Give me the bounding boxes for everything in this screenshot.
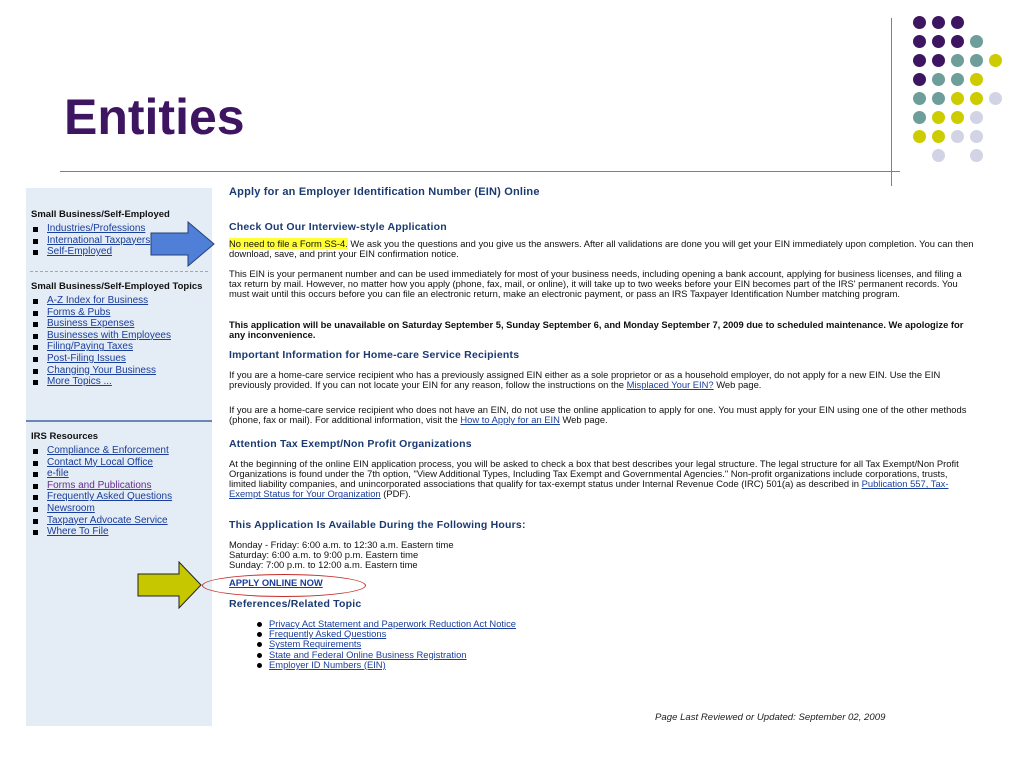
homecare-paragraph-1 [229,370,975,390]
dot [970,149,983,162]
tax-exempt-heading: Attention Tax Exempt/Non Profit Organizations [229,438,472,450]
dot [932,73,945,86]
sidebar-link-forms-publications[interactable]: Forms and Publications [47,479,152,491]
corner-divider [891,18,892,186]
sidebar-item [31,468,172,480]
no-need-paragraph [229,239,975,259]
dot [913,35,926,48]
references-heading: References/Related Topic [229,598,362,610]
dot [932,35,945,48]
blue-arrow-icon [150,221,216,267]
homecare-text-end: Web page. [559,414,608,426]
sidebar-link-taxpayer-advocate[interactable]: Taxpayer Advocate Service [47,514,168,526]
homecare-heading: Important Information for Home-care Service Recipients [229,349,520,361]
sidebar-link-efile[interactable]: e-file [47,468,69,480]
hours-heading: This Application Is Available During the Following Hours: [229,519,526,531]
sidebar-item [31,503,172,515]
sidebar-list [31,445,172,538]
reference-link-system-requirements[interactable]: System Requirements [269,638,362,650]
hours-list [229,540,975,570]
sidebar-heading: Small Business/Self-Employed Topics [31,281,203,292]
no-need-text: We ask you the questions and you give us the answers. After all validations are done you will get your EIN immediately upon completion. You can then download, save, and print your EIN confirmation notice. [229,238,974,260]
apply-highlight-ellipse [202,574,366,597]
sidebar-link-where-to-file[interactable]: Where To File [47,526,109,538]
sidebar-link-international[interactable]: International Taxpayers [47,234,151,246]
sidebar-item [31,515,172,527]
dot [932,130,945,143]
sidebar-item [31,353,207,365]
dot [951,35,964,48]
dot [932,16,945,29]
highlighted-text: No need to file a Form SS-4. [229,238,348,249]
title-divider [60,171,900,172]
dot [951,73,964,86]
sidebar-link-faq[interactable]: Frequently Asked Questions [47,491,173,503]
interview-heading: Check Out Our Interview-style Application [229,221,447,233]
sidebar-item [31,295,207,307]
dot [989,54,1002,67]
dot [932,111,945,124]
dot [970,92,983,105]
sidebar-section-irs-resources [31,431,172,538]
reference-link-faq[interactable]: Frequently Asked Questions [269,628,387,640]
sidebar-item [31,480,172,492]
sidebar-link-newsroom[interactable]: Newsroom [47,502,95,514]
sidebar-link-businesses-employees[interactable]: Businesses with Employees [47,329,171,341]
sidebar-item [31,341,207,353]
sidebar-link-forms-pubs[interactable]: Forms & Pubs [47,306,111,318]
sidebar-section-topics [31,281,207,388]
dot [913,73,926,86]
sidebar-link-business-expenses[interactable]: Business Expenses [47,318,135,330]
references-list [229,619,975,670]
reference-link-employer-id[interactable]: Employer ID Numbers (EIN) [269,658,386,670]
apply-online-now-link[interactable]: APPLY ONLINE NOW [229,577,323,588]
dot [932,149,945,162]
dot [970,35,983,48]
sidebar-link-post-filing[interactable]: Post-Filing Issues [47,352,126,364]
sidebar-item [31,491,172,503]
homecare-text: If you are a home-care service recipient who has a previously assigned EIN either as a sole proprietor or as a household employer, do not apply for a new EIN. Use the EIN previously provided. If you can not locate your EIN for any reason, follow the instructions on the [229,369,941,391]
dot [913,130,926,143]
sidebar-item [31,526,172,538]
tax-exempt-paragraph [229,459,975,499]
green-arrow-icon [137,561,203,609]
sidebar-item [31,457,172,469]
sidebar-link-az-index[interactable]: A-Z Index for Business [47,295,149,306]
permanent-ein-paragraph: This EIN is your permanent number and can be used immediately for most of your business needs, including opening a bank account, applying for business licenses, and filing a tax return by mail. However, no matter how you apply (phone, fax, mail, or online), it will take up to two weeks before your EIN becomes part of the IRS' permanent records. You must wait until this occurs before you can file an electronic return, make an electronic payment, or pass an IRS Taxpayer Identification Number matching program. [229,268,962,300]
page-last-reviewed: Page Last Reviewed or Updated: September 02, 2009 [655,712,886,723]
sidebar-item [31,330,207,342]
dot [970,54,983,67]
reference-item [229,660,975,670]
maintenance-notice: This application will be unavailable on Saturday September 5, Sunday September 6, and Monday September 7, 2009 due to scheduled maintenance. We apologize for any inconvenience. [229,319,964,341]
tax-exempt-text: At the beginning of the online EIN application process, you will be asked to check a box that best describes your legal structure. The legal structure for all Tax Exempt/Non Profit Organizations is found under the 7th option, "View Additional Types, Including Tax Exempt and Governmental Agencies." Non-profit organizations include corporations, trusts, limited liability companies, and unincorporated associations that qualify for tax-exempt status under Internal Revenue Code (IRC) 501(a) as described in [229,458,959,490]
dot [951,92,964,105]
sidebar-item [31,445,172,457]
sidebar-item [31,376,207,388]
sidebar-heading: Small Business/Self-Employed [31,209,170,220]
homecare-text: If you are a home-care service recipient who does not have an EIN, do not use the online application to apply for one. You must apply for your EIN using one of the other methods (phone, fax or mail). For additional information, visit the [229,404,967,426]
sidebar-link-changing-business[interactable]: Changing Your Business [47,364,156,376]
page-heading: Apply for an Employer Identification Number (EIN) Online [229,186,540,198]
sidebar-link-self-employed[interactable]: Self-Employed [47,246,113,258]
how-to-apply-link[interactable]: How to Apply for an EIN [460,414,560,426]
homecare-paragraph-2 [229,405,975,425]
sidebar-link-industries[interactable]: Industries/Professions [47,223,146,234]
tax-exempt-text-end: (PDF). [380,488,411,500]
dot [989,92,1002,105]
sidebar-link-compliance[interactable]: Compliance & Enforcement [47,445,169,456]
sidebar-item [31,307,207,319]
dot [951,111,964,124]
dot [951,130,964,143]
publication-557-link[interactable]: Publication 557, Tax-Exempt Status for Your Organization [229,478,949,500]
dot [913,16,926,29]
misplaced-ein-link[interactable]: Misplaced Your EIN? [626,379,714,391]
left-sidebar [26,188,212,726]
hours-sunday: Sunday: 7:00 p.m. to 12:00 a.m. Eastern time [229,559,418,571]
sidebar-heading: IRS Resources [31,431,99,442]
reference-link-privacy-act[interactable]: Privacy Act Statement and Paperwork Reduction Act Notice [269,618,516,629]
dot [951,16,964,29]
dot [913,111,926,124]
sidebar-item [31,318,207,330]
dot [913,92,926,105]
sidebar-link-more-topics[interactable]: More Topics ... [47,376,112,388]
sidebar-list [31,295,207,388]
homecare-text-end: Web page. [713,379,762,391]
dot [913,54,926,67]
hours-saturday: Saturday: 6:00 a.m. to 9:00 p.m. Eastern time [229,549,419,561]
dot [932,92,945,105]
sidebar-item [31,365,207,377]
sidebar-link-contact-office[interactable]: Contact My Local Office [47,456,153,468]
sidebar-separator [30,271,208,272]
slide-title: Entities [64,89,245,145]
hours-weekday: Monday - Friday: 6:00 a.m. to 12:30 a.m. Eastern time [229,539,454,550]
dot [970,130,983,143]
dot [932,54,945,67]
sidebar-link-filing-paying[interactable]: Filing/Paying Taxes [47,341,133,353]
dot [970,111,983,124]
reference-link-state-federal[interactable]: State and Federal Online Business Registration [269,648,467,660]
dot [951,54,964,67]
dot [970,73,983,86]
sidebar-separator [26,420,212,422]
